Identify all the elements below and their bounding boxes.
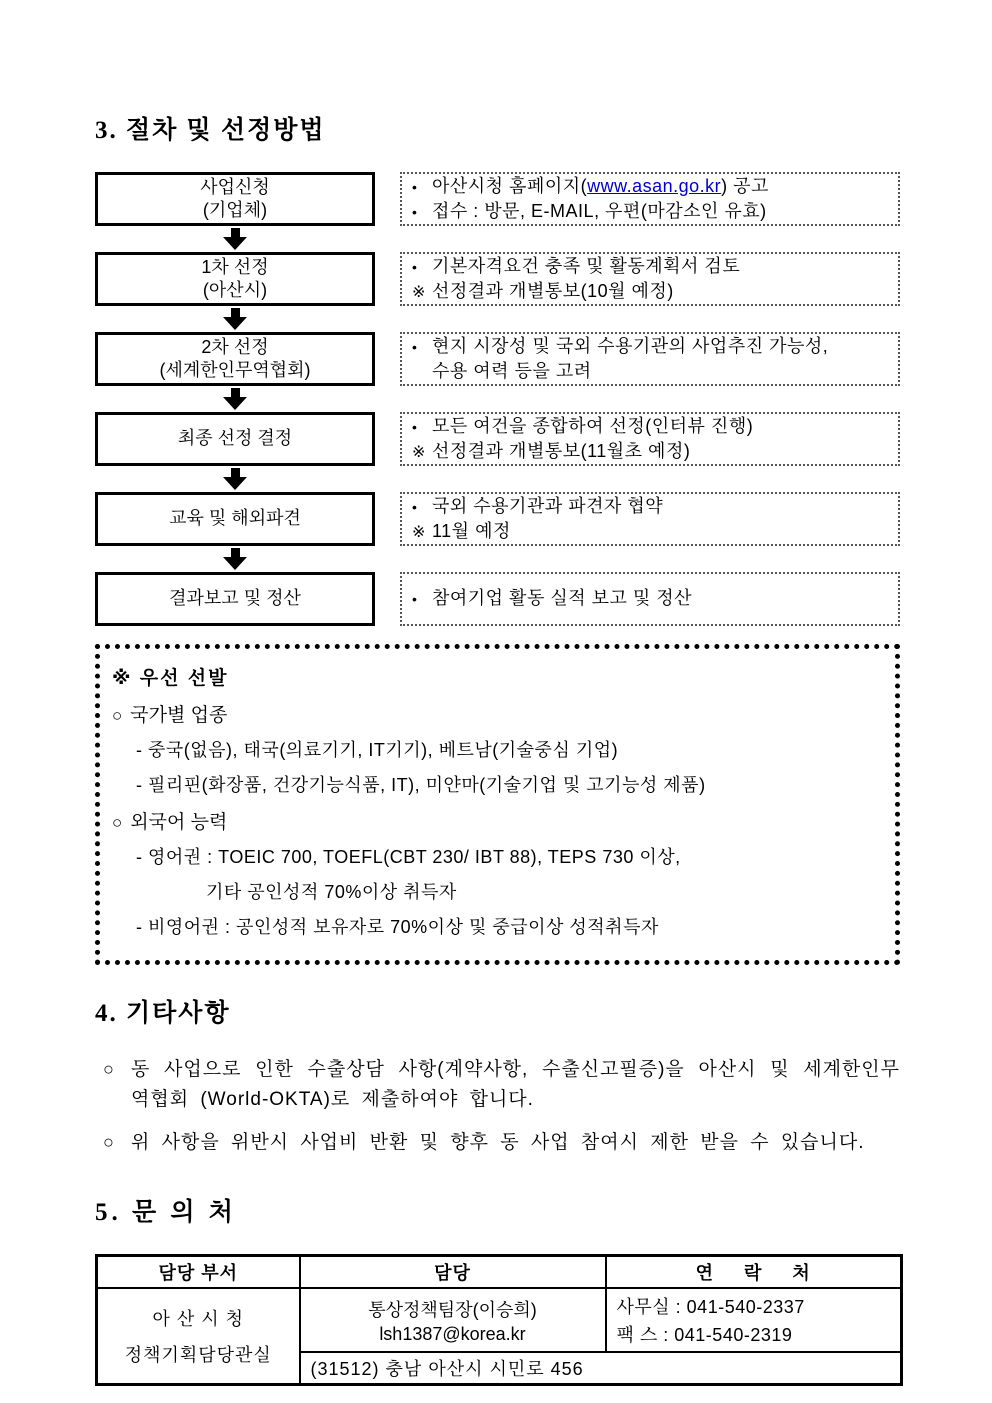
desc-line [412,254,888,279]
down-arrow-icon [95,386,375,412]
down-arrow-icon [95,226,375,252]
step-box-application [95,172,375,226]
step-title: 결과보고 및 정산 [169,588,301,609]
section-4-title: 4. 기타사항 [95,1000,231,1027]
step-box-final-decision [95,412,375,466]
step-box-first-selection [95,252,375,306]
arrow-head [223,557,247,570]
step-title: 1차 선정 [201,256,269,277]
desc-line [412,279,888,304]
flow-step-desc-col [400,252,900,306]
bullet-icon: • [412,258,417,275]
contact-person-cell [300,1288,606,1352]
bullet-icon: • [412,338,417,355]
priority-item: - 비영어권 : 공인성적 보유자로 70%이상 및 중급이상 성적취득자 [136,917,659,937]
down-arrow-icon [95,546,375,572]
flow-step-desc-col [400,332,900,386]
priority-group-language [110,807,881,939]
circle-bullet-icon: ○ [112,706,123,725]
circle-bullet-icon: ○ [112,813,123,832]
priority-selection-box [95,644,900,965]
priority-group-title [112,700,881,727]
desc-line [412,359,888,384]
contact-table [95,1254,903,1386]
step-title: 사업신청 [200,176,270,197]
desc-text: 모든 여건을 종합하여 선정(인터뷰 진행) [432,415,754,436]
desc-line [412,494,888,519]
flow-step-application [95,172,900,226]
flow-step-first-selection [95,252,900,306]
etc-text: 위 사항을 위반시 사업비 반환 및 향후 동 사업 참여시 제한 받을 수 있습니다. [131,1131,865,1153]
etc-item [95,1128,900,1158]
etc-text: 동 사업으로 인한 수출상담 사항(계약사항, 수출신고필증)을 아산시 및 세계한인무역협회 (World-OKTA)로 제출하여야 합니다. [131,1059,900,1111]
flow-step-box-col [95,572,375,626]
bullet-icon: • [412,418,417,435]
reference-mark-icon: ※ [412,283,426,301]
step-desc-final-decision [400,412,900,466]
step-desc-first-selection [400,252,900,306]
etc-list [95,1055,900,1158]
arrow-stem [231,388,240,397]
arrow-stem [231,308,240,317]
priority-item-continuation: 기타 공인성적 70%이상 취득자 [206,882,457,902]
phone-cell [606,1288,902,1352]
desc-text: 수용 여력 등을 고려 [432,361,592,381]
department-name: 아 산 시 청 [152,1309,245,1330]
flow-step-desc-col [400,172,900,226]
reference-mark-icon: ※ [412,523,426,541]
section-5-title: 5. 문 의 처 [95,1199,237,1227]
asan-website-link[interactable]: www.asan.go.kr [587,175,722,196]
circle-bullet-icon: ○ [103,1059,114,1079]
priority-item: - 필리핀(화장품, 건강기능식품, IT), 미얀마(기술기업 및 고기능성 제품) [136,775,706,795]
step-box-second-selection [95,332,375,386]
desc-text: 접수 : 방문, E-MAIL, 우편(마감소인 유효) [432,201,767,221]
desc-text: 선정결과 개별통보(11월초 예정) [432,440,691,461]
flow-step-report-settlement [95,572,900,626]
section-3-title: 3. 절차 및 선정방법 [95,117,326,144]
contact-table-header-row [97,1256,902,1289]
contact-email: lsh1387@korea.kr [379,1323,526,1344]
step-title: 2차 선정 [201,336,269,357]
arrow-stem [231,228,240,237]
priority-item: - 중국(없음), 태국(의료기기, IT기기), 베트남(기술중심 기업) [136,740,619,760]
step-box-training-dispatch [95,492,375,546]
down-arrow-icon [95,306,375,332]
office-phone: 사무실 : 041-540-2337 [616,1297,805,1318]
desc-line [412,586,888,611]
step-desc-report-settlement [400,572,900,626]
flow-step-desc-col [400,492,900,546]
contact-table-row [97,1288,902,1352]
bullet-icon: • [412,204,417,220]
procedure-flowchart [95,172,900,626]
circle-bullet-icon: ○ [103,1131,114,1152]
department-office: 정책기획담당관실 [124,1345,272,1366]
priority-group-title [112,807,881,834]
desc-line [412,414,888,439]
flow-step-training-dispatch [95,492,900,546]
desc-text: 선정결과 개별통보(10월 예정) [432,280,674,301]
step-title: 최종 선정 결정 [177,428,293,449]
flow-step-desc-col [400,572,900,626]
flow-step-second-selection [95,332,900,386]
arrow-head [223,237,247,250]
fax-number: 팩 스 : 041-540-2319 [616,1325,793,1346]
desc-text-post: ) 공고 [721,175,769,196]
arrow-head [223,477,247,490]
arrow-head [223,317,247,330]
flow-step-desc-col [400,412,900,466]
step-desc-second-selection [400,332,900,386]
step-title: 교육 및 해외파견 [169,508,301,529]
desc-text: 기본자격요건 충족 및 활동계획서 검토 [432,255,741,276]
address-cell: (31512) 충남 아산시 시민로 456 [300,1352,902,1385]
step-desc-application [400,172,900,226]
desc-text: 국외 수용기관과 파견자 협약 [432,495,664,516]
bullet-icon: • [412,591,417,608]
reference-mark-icon: ※ [412,443,426,461]
desc-text: 11월 예정 [432,520,511,541]
desc-line [412,519,888,544]
header-department: 담당 부서 [97,1256,300,1289]
desc-line [412,199,888,224]
flow-step-box-col [95,492,375,546]
etc-item [95,1055,900,1116]
step-box-report-settlement [95,572,375,626]
flow-step-box-col [95,172,375,226]
desc-text: 참여기업 활동 실적 보고 및 정산 [432,588,693,609]
arrow-stem [231,468,240,477]
flow-step-box-col [95,252,375,306]
step-subtitle: (기업체) [202,200,268,220]
bullet-icon: • [412,498,417,515]
step-subtitle: (세계한인무역협회) [159,360,311,380]
header-contact: 담당 [300,1256,606,1289]
desc-line [412,334,888,359]
contact-name: 통상정책팀장(이승희) [368,1299,537,1320]
desc-text [432,174,888,199]
down-arrow-icon [95,466,375,492]
arrow-stem [231,548,240,557]
bullet-icon: • [412,178,417,195]
header-phone: 연 락 처 [606,1256,902,1289]
priority-group-industry [110,700,881,797]
step-desc-training-dispatch [400,492,900,546]
desc-text-pre: 아산시청 홈페이지( [432,175,588,196]
desc-text: 현지 시장성 및 국외 수용기관의 사업추진 가능성, [432,335,829,356]
priority-group-label: 외국어 능력 [130,812,228,833]
arrow-head [223,397,247,410]
desc-line [412,439,888,464]
step-subtitle: (아산시) [202,280,268,300]
flow-step-box-col [95,412,375,466]
desc-line [412,174,888,199]
flow-step-final-decision [95,412,900,466]
priority-group-label: 국가별 업종 [130,705,228,726]
flow-step-box-col [95,332,375,386]
department-cell [97,1288,300,1385]
priority-item: - 영어권 : TOEIC 700, TOEFL(CBT 230/ IBT 88), TEPS 730 이상, [136,847,681,867]
priority-heading: ※ 우선 선발 [112,668,229,689]
